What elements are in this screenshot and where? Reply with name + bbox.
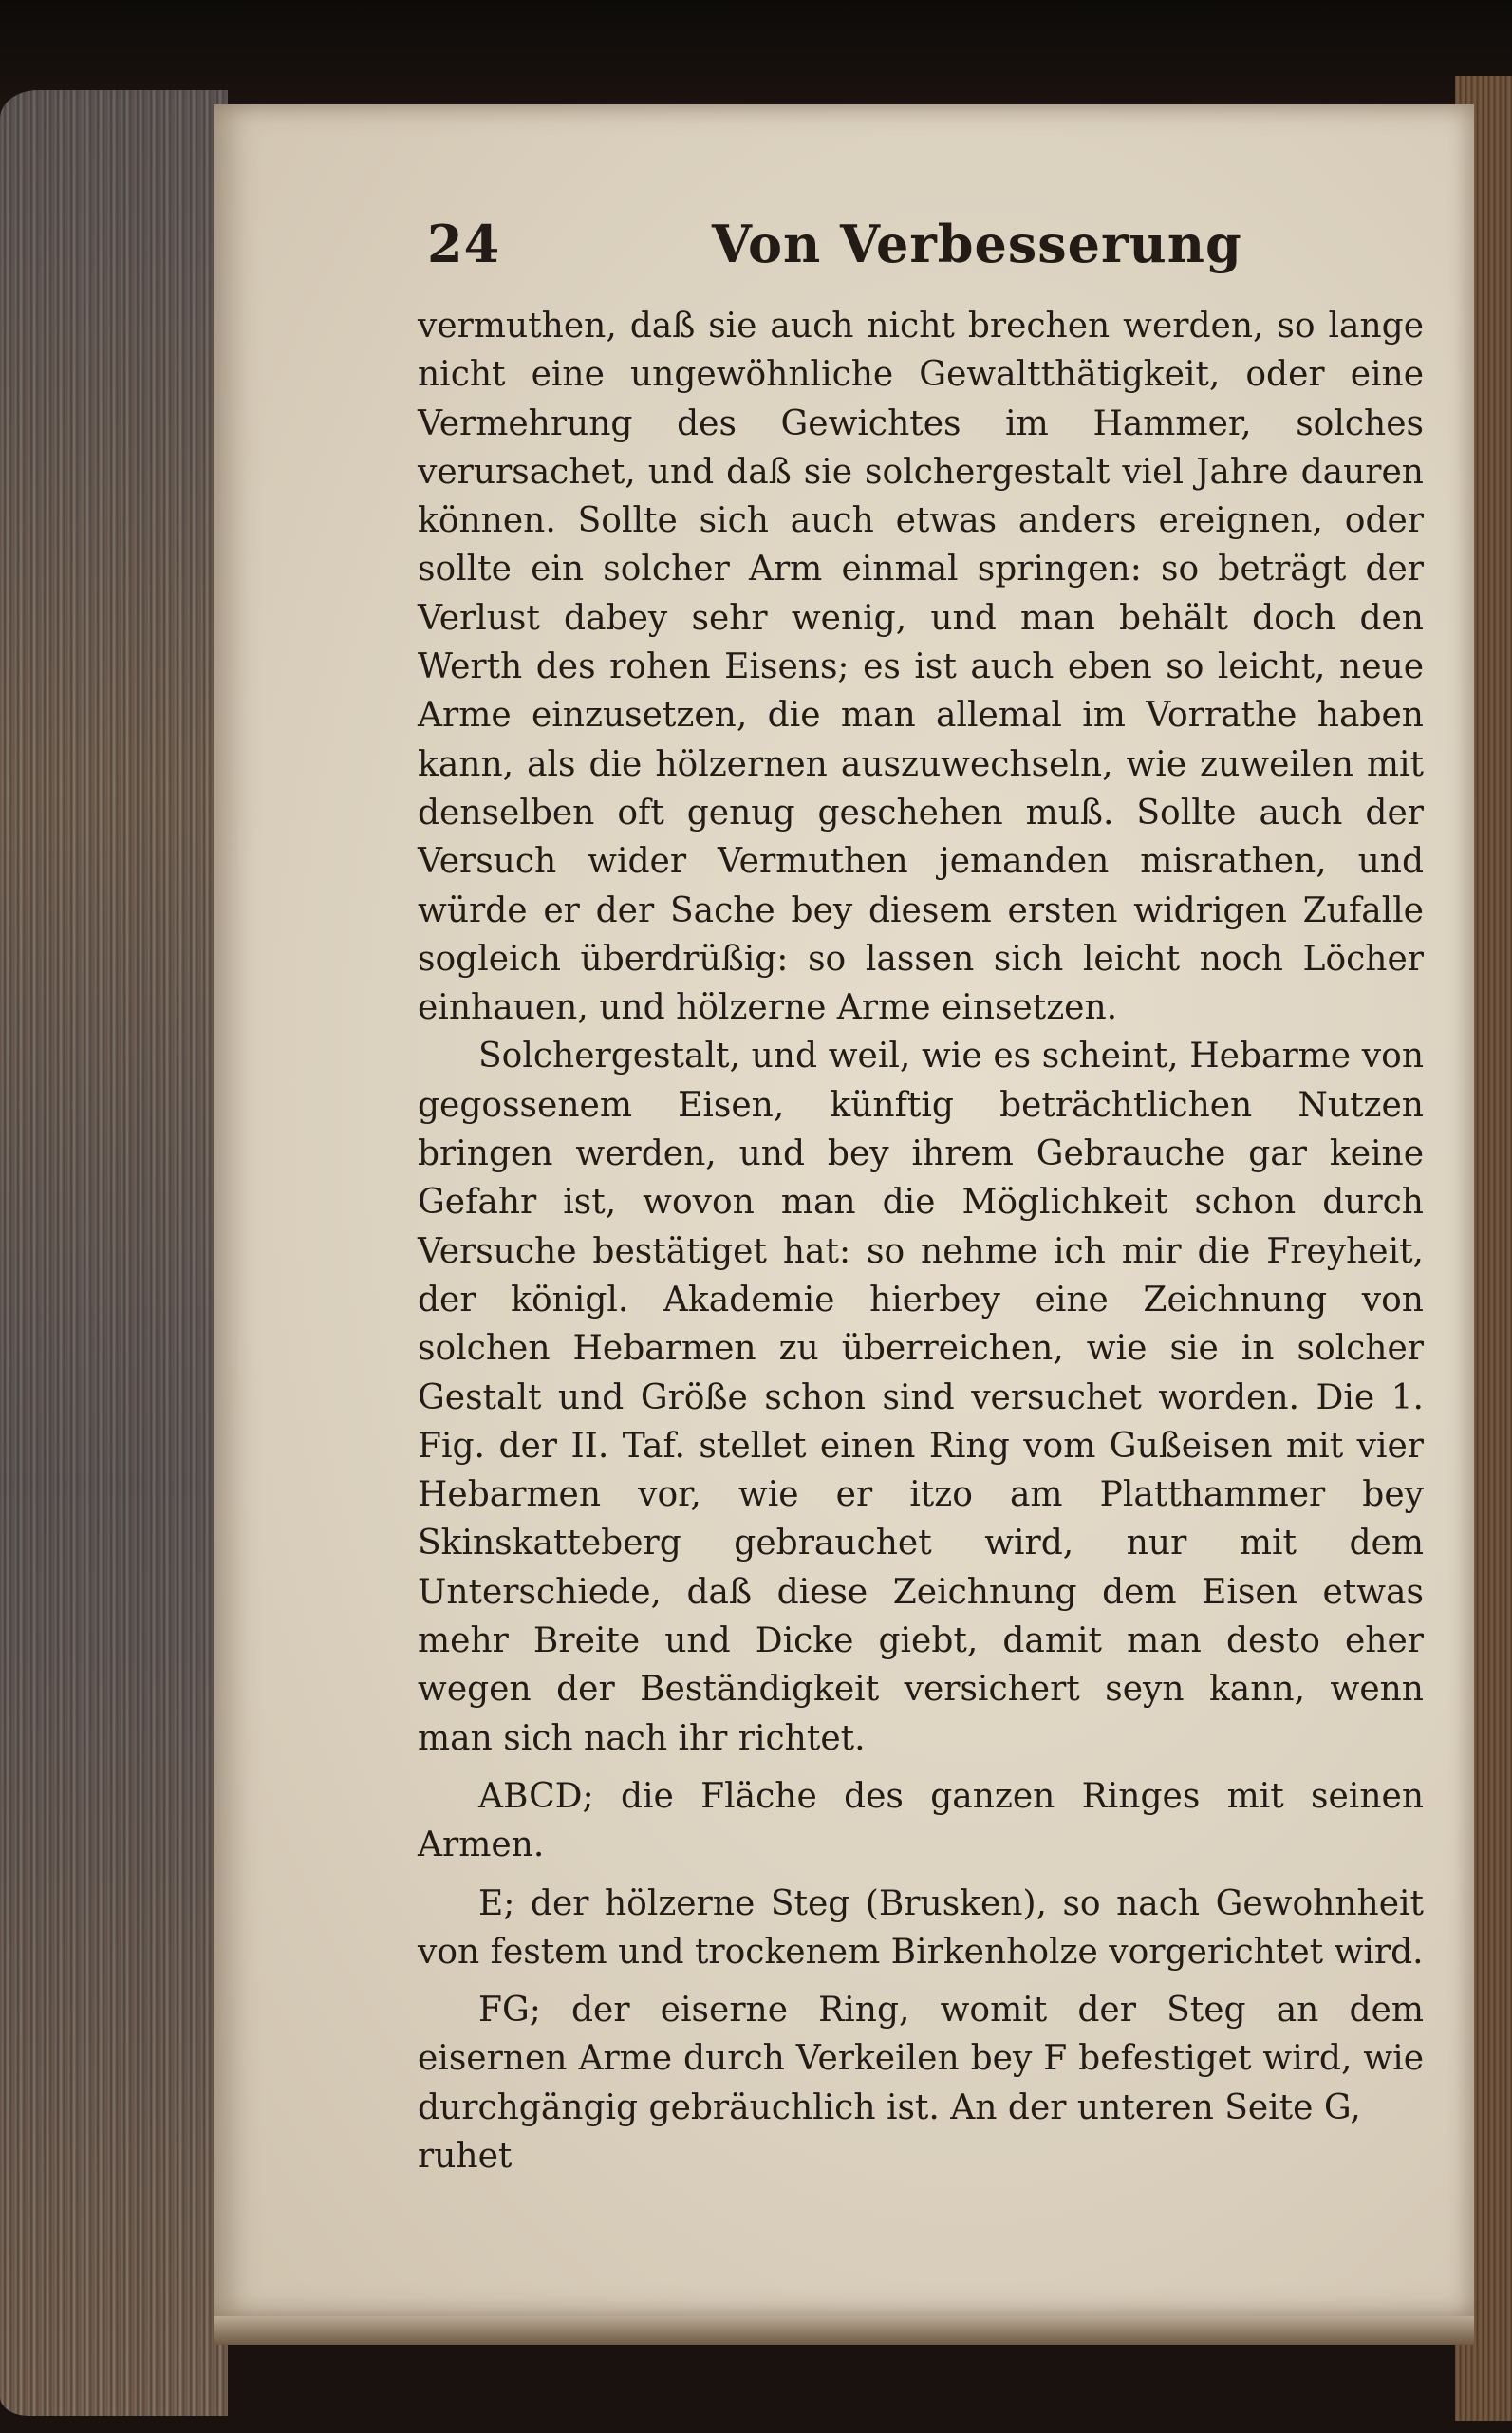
body-text: [418, 302, 1424, 2180]
paragraph-3: ABCD; die Fläche des ganzen Ringes mit seinen Armen.: [418, 1776, 1424, 1865]
page-bottom-edge: [214, 2316, 1474, 2345]
paragraph-5: FG; der eiserne Ring, womit der Steg an dem eisernen Arme durch Verkeilen bey F befestiget wird, wie durchgängig gebräuchlich ist. An der unteren Seite G,: [418, 1991, 1424, 2127]
paragraph-1: vermuthen, daß sie auch nicht brechen werden, so lange nicht eine ungewöhnliche Gewaltthätigkeit, oder eine Vermehrung des Gewichtes im Hammer, solches verursachet, und daß sie solchergestalt viel Jahre dauren können. Sollte sich auch etwas anders ereignen, oder sollte ein solcher Arm einmal springen: so beträgt der Verlust dabey sehr wenig, und man behält doch den Werth des rohen Eisens; es ist auch eben so leicht, neue Arme einzusetzen, die man allemal im Vorrathe haben kann, als die hölzernen auszuwechseln, wie zuweilen mit denselben oft genug geschehen muß. Sollte auch der Versuch wider Vermuthen jemanden misrathen, und würde er der Sache bey diesem ersten widrigen Zufalle sogleich überdrüßig: so lassen sich leicht noch Löcher einhauen, und hölzerne Arme einsetzen.: [418, 307, 1424, 1028]
page-number: 24: [427, 214, 501, 274]
running-title: Von Verbesserung: [712, 214, 1242, 274]
paragraph-2: Solchergestalt, und weil, wie es scheint, Hebarme von gegossenem Eisen, künftig beträchtlichen Nutzen bringen werden, und bey ihrem Gebrauche gar keine Gefahr ist, wovon man die Möglichkeit schon durch Versuche bestätiget hat: so nehme ich mir die Freyheit, der königl. Akademie hierbey eine Zeichnung von solchen Hebarmen zu überreichen, wie sie in solcher Gestalt und Größe schon sind versuchet worden. Die 1. Fig. der II. Taf. stellet einen Ring vom Gußeisen mit vier Hebarmen vor, wie er itzo am Platthammer bey Skinskatteberg gebrauchet wird, nur mit dem Unterschiede, daß diese Zeichnung dem Eisen etwas mehr Breite und Dicke giebt, damit man desto eher wegen der Beständigkeit versichert seyn kann, wenn man sich nach ihr richtet.: [418, 1037, 1424, 1758]
catchword: ruhet: [418, 2136, 513, 2176]
paragraph-4: E; der hölzerne Steg (Bruskеn), so nach Gewohnheit von festem und trockenem Birkenholze vorgerichtet wird.: [418, 1883, 1424, 1972]
book-edges-left: [0, 90, 228, 2416]
page-header: [427, 214, 1433, 280]
